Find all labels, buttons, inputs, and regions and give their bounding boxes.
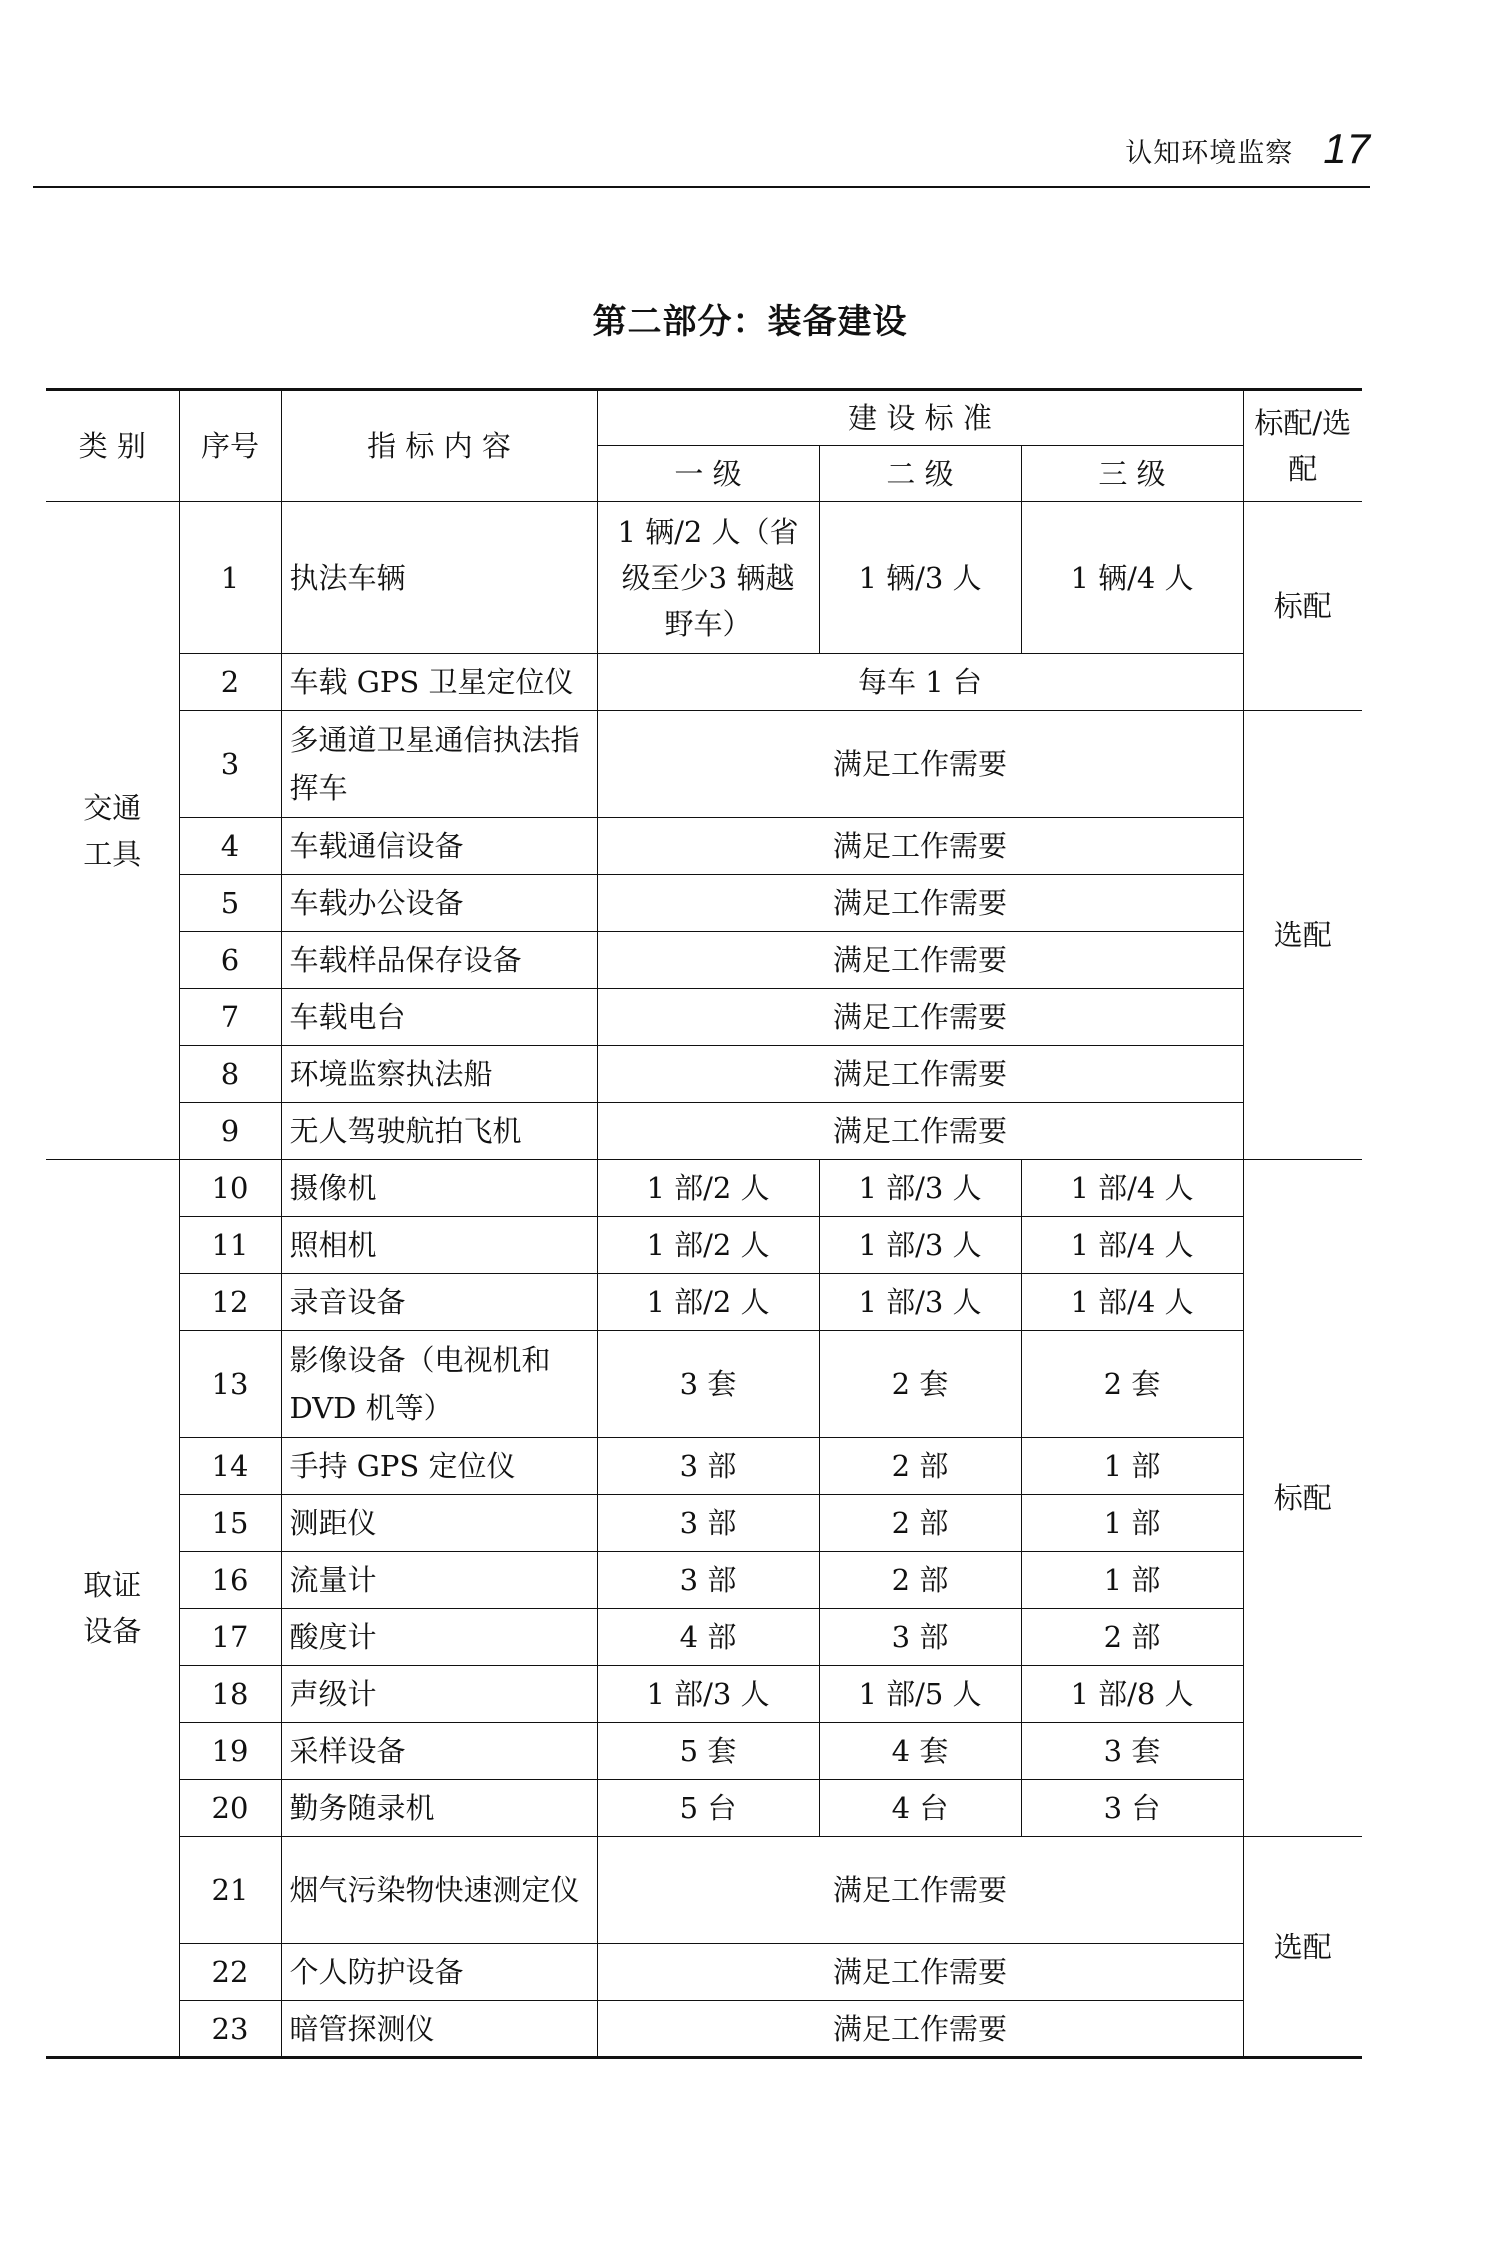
row-no: 11 [179, 1217, 281, 1274]
running-title: 认知环境监察 [1125, 138, 1294, 169]
row-level1: 3 套 [597, 1331, 819, 1438]
row-no: 3 [179, 711, 281, 818]
row-item: 照相机 [281, 1217, 597, 1274]
row-no: 16 [179, 1552, 281, 1609]
table-row [46, 1944, 1362, 2001]
table-row [46, 711, 1362, 818]
row-standard-all: 每车 1 台 [597, 654, 1243, 711]
table-row [46, 932, 1362, 989]
row-item: 执法车辆 [281, 502, 597, 654]
row-level1: 5 套 [597, 1723, 819, 1780]
row-level1: 4 部 [597, 1609, 819, 1666]
row-item: 影像设备（电视机和DVD 机等） [281, 1331, 597, 1438]
section-title: 第二部分：装备建设 [592, 302, 908, 342]
table-row [46, 1609, 1362, 1666]
header-level3: 三 级 [1021, 446, 1243, 502]
row-level1: 5 台 [597, 1780, 819, 1837]
row-standard-all: 满足工作需要 [597, 932, 1243, 989]
header-level2: 二 级 [819, 446, 1021, 502]
config-cell: 标配 [1243, 1160, 1362, 1837]
row-no: 20 [179, 1780, 281, 1837]
row-item: 酸度计 [281, 1609, 597, 1666]
row-item: 声级计 [281, 1666, 597, 1723]
row-level2: 1 辆/3 人 [819, 502, 1021, 654]
row-item: 多通道卫星通信执法指挥车 [281, 711, 597, 818]
row-level2: 4 套 [819, 1723, 1021, 1780]
table-row [46, 654, 1362, 711]
row-item: 车载办公设备 [281, 875, 597, 932]
row-level1: 3 部 [597, 1552, 819, 1609]
table-row [46, 1331, 1362, 1438]
header-row [46, 390, 1362, 446]
config-cell: 标配 [1243, 502, 1362, 711]
row-item: 测距仪 [281, 1495, 597, 1552]
row-level1: 1 部/2 人 [597, 1160, 819, 1217]
row-level2: 1 部/5 人 [819, 1666, 1021, 1723]
row-level2: 3 部 [819, 1609, 1021, 1666]
row-no: 19 [179, 1723, 281, 1780]
row-level3: 2 套 [1021, 1331, 1243, 1438]
row-standard-all: 满足工作需要 [597, 2001, 1243, 2058]
row-level2: 4 台 [819, 1780, 1021, 1837]
row-level3: 2 部 [1021, 1609, 1243, 1666]
row-item: 车载通信设备 [281, 818, 597, 875]
header-rule [33, 186, 1370, 188]
row-level1: 1 辆/2 人（省级至少3 辆越野车） [597, 502, 819, 654]
row-level2: 2 套 [819, 1331, 1021, 1438]
row-item: 烟气污染物快速测定仪 [281, 1837, 597, 1944]
row-level1: 1 部/2 人 [597, 1217, 819, 1274]
table-row [46, 1666, 1362, 1723]
row-item: 勤务随录机 [281, 1780, 597, 1837]
row-level3: 1 部 [1021, 1495, 1243, 1552]
row-no: 22 [179, 1944, 281, 2001]
row-level2: 1 部/3 人 [819, 1217, 1021, 1274]
row-standard-all: 满足工作需要 [597, 1103, 1243, 1160]
row-level3: 1 部 [1021, 1438, 1243, 1495]
table-row [46, 1103, 1362, 1160]
table-row [46, 1217, 1362, 1274]
row-standard-all: 满足工作需要 [597, 1944, 1243, 2001]
header-standard: 建 设 标 准 [597, 390, 1243, 446]
row-no: 12 [179, 1274, 281, 1331]
row-no: 21 [179, 1837, 281, 1944]
row-item: 车载电台 [281, 989, 597, 1046]
row-item: 环境监察执法船 [281, 1046, 597, 1103]
table-row [46, 1837, 1362, 1944]
row-no: 1 [179, 502, 281, 654]
category-cell: 取证设备 [46, 1160, 179, 2058]
category-cell: 交通工具 [46, 502, 179, 1160]
row-no: 4 [179, 818, 281, 875]
row-item: 流量计 [281, 1552, 597, 1609]
row-level3: 1 部/4 人 [1021, 1217, 1243, 1274]
header-config: 标配/选配 [1243, 390, 1362, 502]
row-level3: 1 部/4 人 [1021, 1160, 1243, 1217]
row-item: 录音设备 [281, 1274, 597, 1331]
page-number: 17 [1323, 125, 1370, 172]
row-no: 18 [179, 1666, 281, 1723]
row-item: 车载样品保存设备 [281, 932, 597, 989]
row-item: 个人防护设备 [281, 1944, 597, 2001]
row-item: 采样设备 [281, 1723, 597, 1780]
row-level2: 2 部 [819, 1438, 1021, 1495]
table-row [46, 1438, 1362, 1495]
row-no: 13 [179, 1331, 281, 1438]
table-row [46, 502, 1362, 654]
row-no: 14 [179, 1438, 281, 1495]
row-level2: 2 部 [819, 1495, 1021, 1552]
row-no: 2 [179, 654, 281, 711]
row-no: 5 [179, 875, 281, 932]
row-level1: 3 部 [597, 1495, 819, 1552]
row-level2: 2 部 [819, 1552, 1021, 1609]
table-row [46, 1723, 1362, 1780]
running-head [1125, 125, 1370, 172]
table-row [46, 1046, 1362, 1103]
row-standard-all: 满足工作需要 [597, 818, 1243, 875]
table-row [46, 818, 1362, 875]
row-level3: 1 部/4 人 [1021, 1274, 1243, 1331]
table-row [46, 1495, 1362, 1552]
row-level1: 1 部/2 人 [597, 1274, 819, 1331]
table-row [46, 875, 1362, 932]
row-standard-all: 满足工作需要 [597, 1837, 1243, 1944]
row-level2: 1 部/3 人 [819, 1274, 1021, 1331]
header-seq: 序号 [179, 390, 281, 502]
row-item: 手持 GPS 定位仪 [281, 1438, 597, 1495]
row-level3: 1 辆/4 人 [1021, 502, 1243, 654]
row-item: 摄像机 [281, 1160, 597, 1217]
row-no: 23 [179, 2001, 281, 2058]
row-no: 9 [179, 1103, 281, 1160]
row-level3: 3 台 [1021, 1780, 1243, 1837]
row-no: 15 [179, 1495, 281, 1552]
row-no: 10 [179, 1160, 281, 1217]
row-level1: 1 部/3 人 [597, 1666, 819, 1723]
table-row [46, 1274, 1362, 1331]
row-level3: 1 部/8 人 [1021, 1666, 1243, 1723]
config-cell: 选配 [1243, 1837, 1362, 2058]
table-row [46, 1552, 1362, 1609]
equipment-table [46, 388, 1362, 2059]
row-standard-all: 满足工作需要 [597, 989, 1243, 1046]
table-row [46, 1160, 1362, 1217]
row-item: 车载 GPS 卫星定位仪 [281, 654, 597, 711]
row-no: 6 [179, 932, 281, 989]
row-level3: 3 套 [1021, 1723, 1243, 1780]
row-level3: 1 部 [1021, 1552, 1243, 1609]
header-content: 指 标 内 容 [281, 390, 597, 502]
row-no: 17 [179, 1609, 281, 1666]
header-category: 类 别 [46, 390, 179, 502]
row-no: 7 [179, 989, 281, 1046]
config-cell: 选配 [1243, 711, 1362, 1160]
row-no: 8 [179, 1046, 281, 1103]
table-row [46, 2001, 1362, 2058]
row-item: 无人驾驶航拍飞机 [281, 1103, 597, 1160]
table-row [46, 989, 1362, 1046]
row-standard-all: 满足工作需要 [597, 711, 1243, 818]
row-standard-all: 满足工作需要 [597, 1046, 1243, 1103]
row-level1: 3 部 [597, 1438, 819, 1495]
table-row [46, 1780, 1362, 1837]
row-item: 暗管探测仪 [281, 2001, 597, 2058]
row-level2: 1 部/3 人 [819, 1160, 1021, 1217]
header-level1: 一 级 [597, 446, 819, 502]
row-standard-all: 满足工作需要 [597, 875, 1243, 932]
